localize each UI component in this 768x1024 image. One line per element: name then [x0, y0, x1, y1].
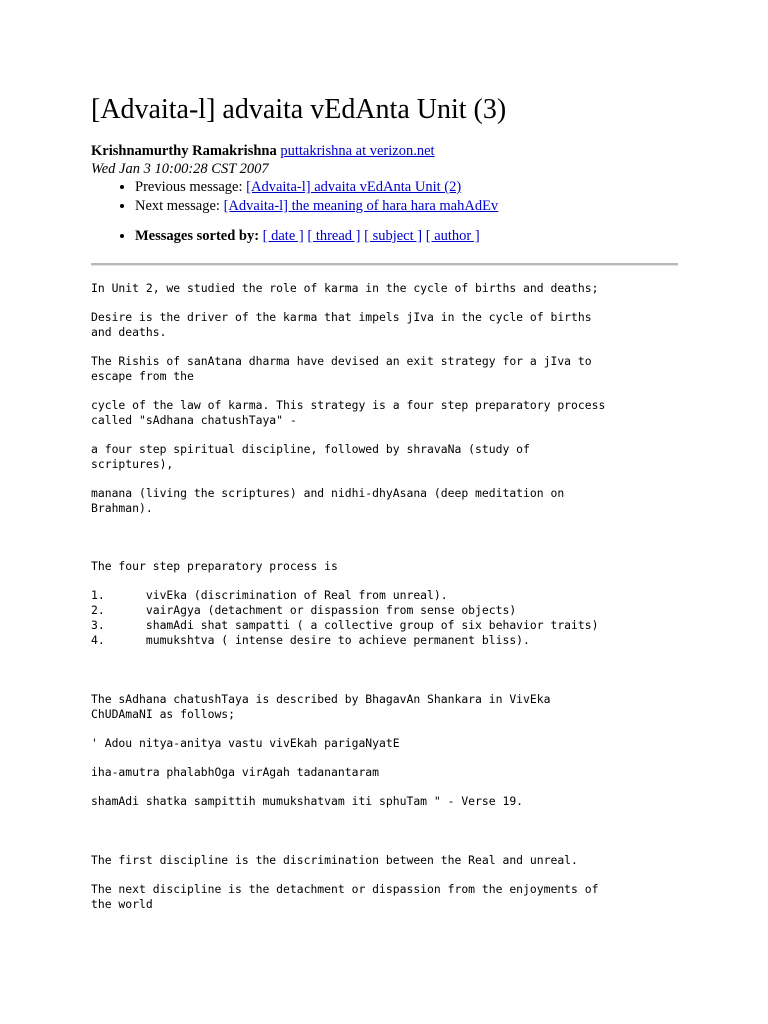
sort-by-thread-link[interactable]: [ thread ] [307, 228, 361, 244]
previous-message-link[interactable]: [Advaita-l] advaita vEdAnta Unit (2) [246, 179, 462, 195]
numbered-list: 1. vivEka (discrimination of Real from unreal). 2. vairAgya (detachment or dispassion from sense objects) 3. shamAdi shat sampatti ( a collective group of six behavior traits) 4. mumukshtva ( intense desire to achieve permanent bliss). [91, 588, 599, 647]
page-title: [Advaita-l] advaita vEdAnta Unit (3) [91, 94, 507, 125]
body-paragraph: The sAdhana chatushTaya is described by BhagavAn Shankara in VivEka ChUDAmaNI as follows; [91, 692, 551, 721]
body-paragraph: The next discipline is the detachment or dispassion from the enjoyments of the world [91, 882, 599, 911]
previous-message-label: Previous message: [135, 179, 243, 195]
body-paragraph: The Rishis of sanAtana dharma have devised an exit strategy for a jIva to escape from the [91, 354, 592, 383]
next-message-link[interactable]: [Advaita-l] the meaning of hara hara mahAdEv [223, 198, 499, 214]
message-navigation [91, 178, 498, 216]
body-paragraph: In Unit 2, we studied the role of karma in the cycle of births and deaths; [91, 281, 599, 295]
body-paragraph: Desire is the driver of the karma that impels jIva in the cycle of births and deaths. [91, 310, 592, 339]
author-name: Krishnamurthy Ramakrishna [91, 143, 277, 159]
previous-message-item [135, 178, 498, 197]
body-paragraph: a four step spiritual discipline, followed by shravaNa (study of scriptures), [91, 442, 530, 471]
sort-by-subject-link[interactable]: [ subject ] [364, 228, 423, 244]
body-paragraph: manana (living the scriptures) and nidhi-dhyAsana (deep meditation on Brahman). [91, 486, 565, 515]
message-date: Wed Jan 3 10:00:28 CST 2007 [91, 161, 269, 177]
sort-navigation [91, 227, 480, 246]
sort-by-date-link[interactable]: [ date ] [262, 228, 304, 244]
verse-line: ' Adou nitya-anitya vastu vivEkah parigaNyatE [91, 736, 400, 750]
body-paragraph: The first discipline is the discrimination between the Real and unreal. [91, 853, 578, 867]
body-paragraph: The four step preparatory process is [91, 559, 338, 573]
next-message-label: Next message: [135, 198, 220, 214]
next-message-item [135, 197, 498, 216]
sort-by-author-link[interactable]: [ author ] [425, 228, 480, 244]
message-meta [91, 142, 435, 178]
author-email-link[interactable]: puttakrishna at verizon.net [280, 143, 435, 159]
verse-line: shamAdi shatka sampittih mumukshatvam iti sphuTam " - Verse 19. [91, 794, 524, 808]
sorted-by-item [135, 227, 480, 246]
sorted-by-label: Messages sorted by: [135, 228, 260, 244]
horizontal-rule [91, 263, 678, 266]
verse-line: iha-amutra phalabhOga virAgah tadanantaram [91, 765, 380, 779]
body-paragraph: cycle of the law of karma. This strategy is a four step preparatory process called "sAdhana chatushTaya" - [91, 398, 606, 427]
